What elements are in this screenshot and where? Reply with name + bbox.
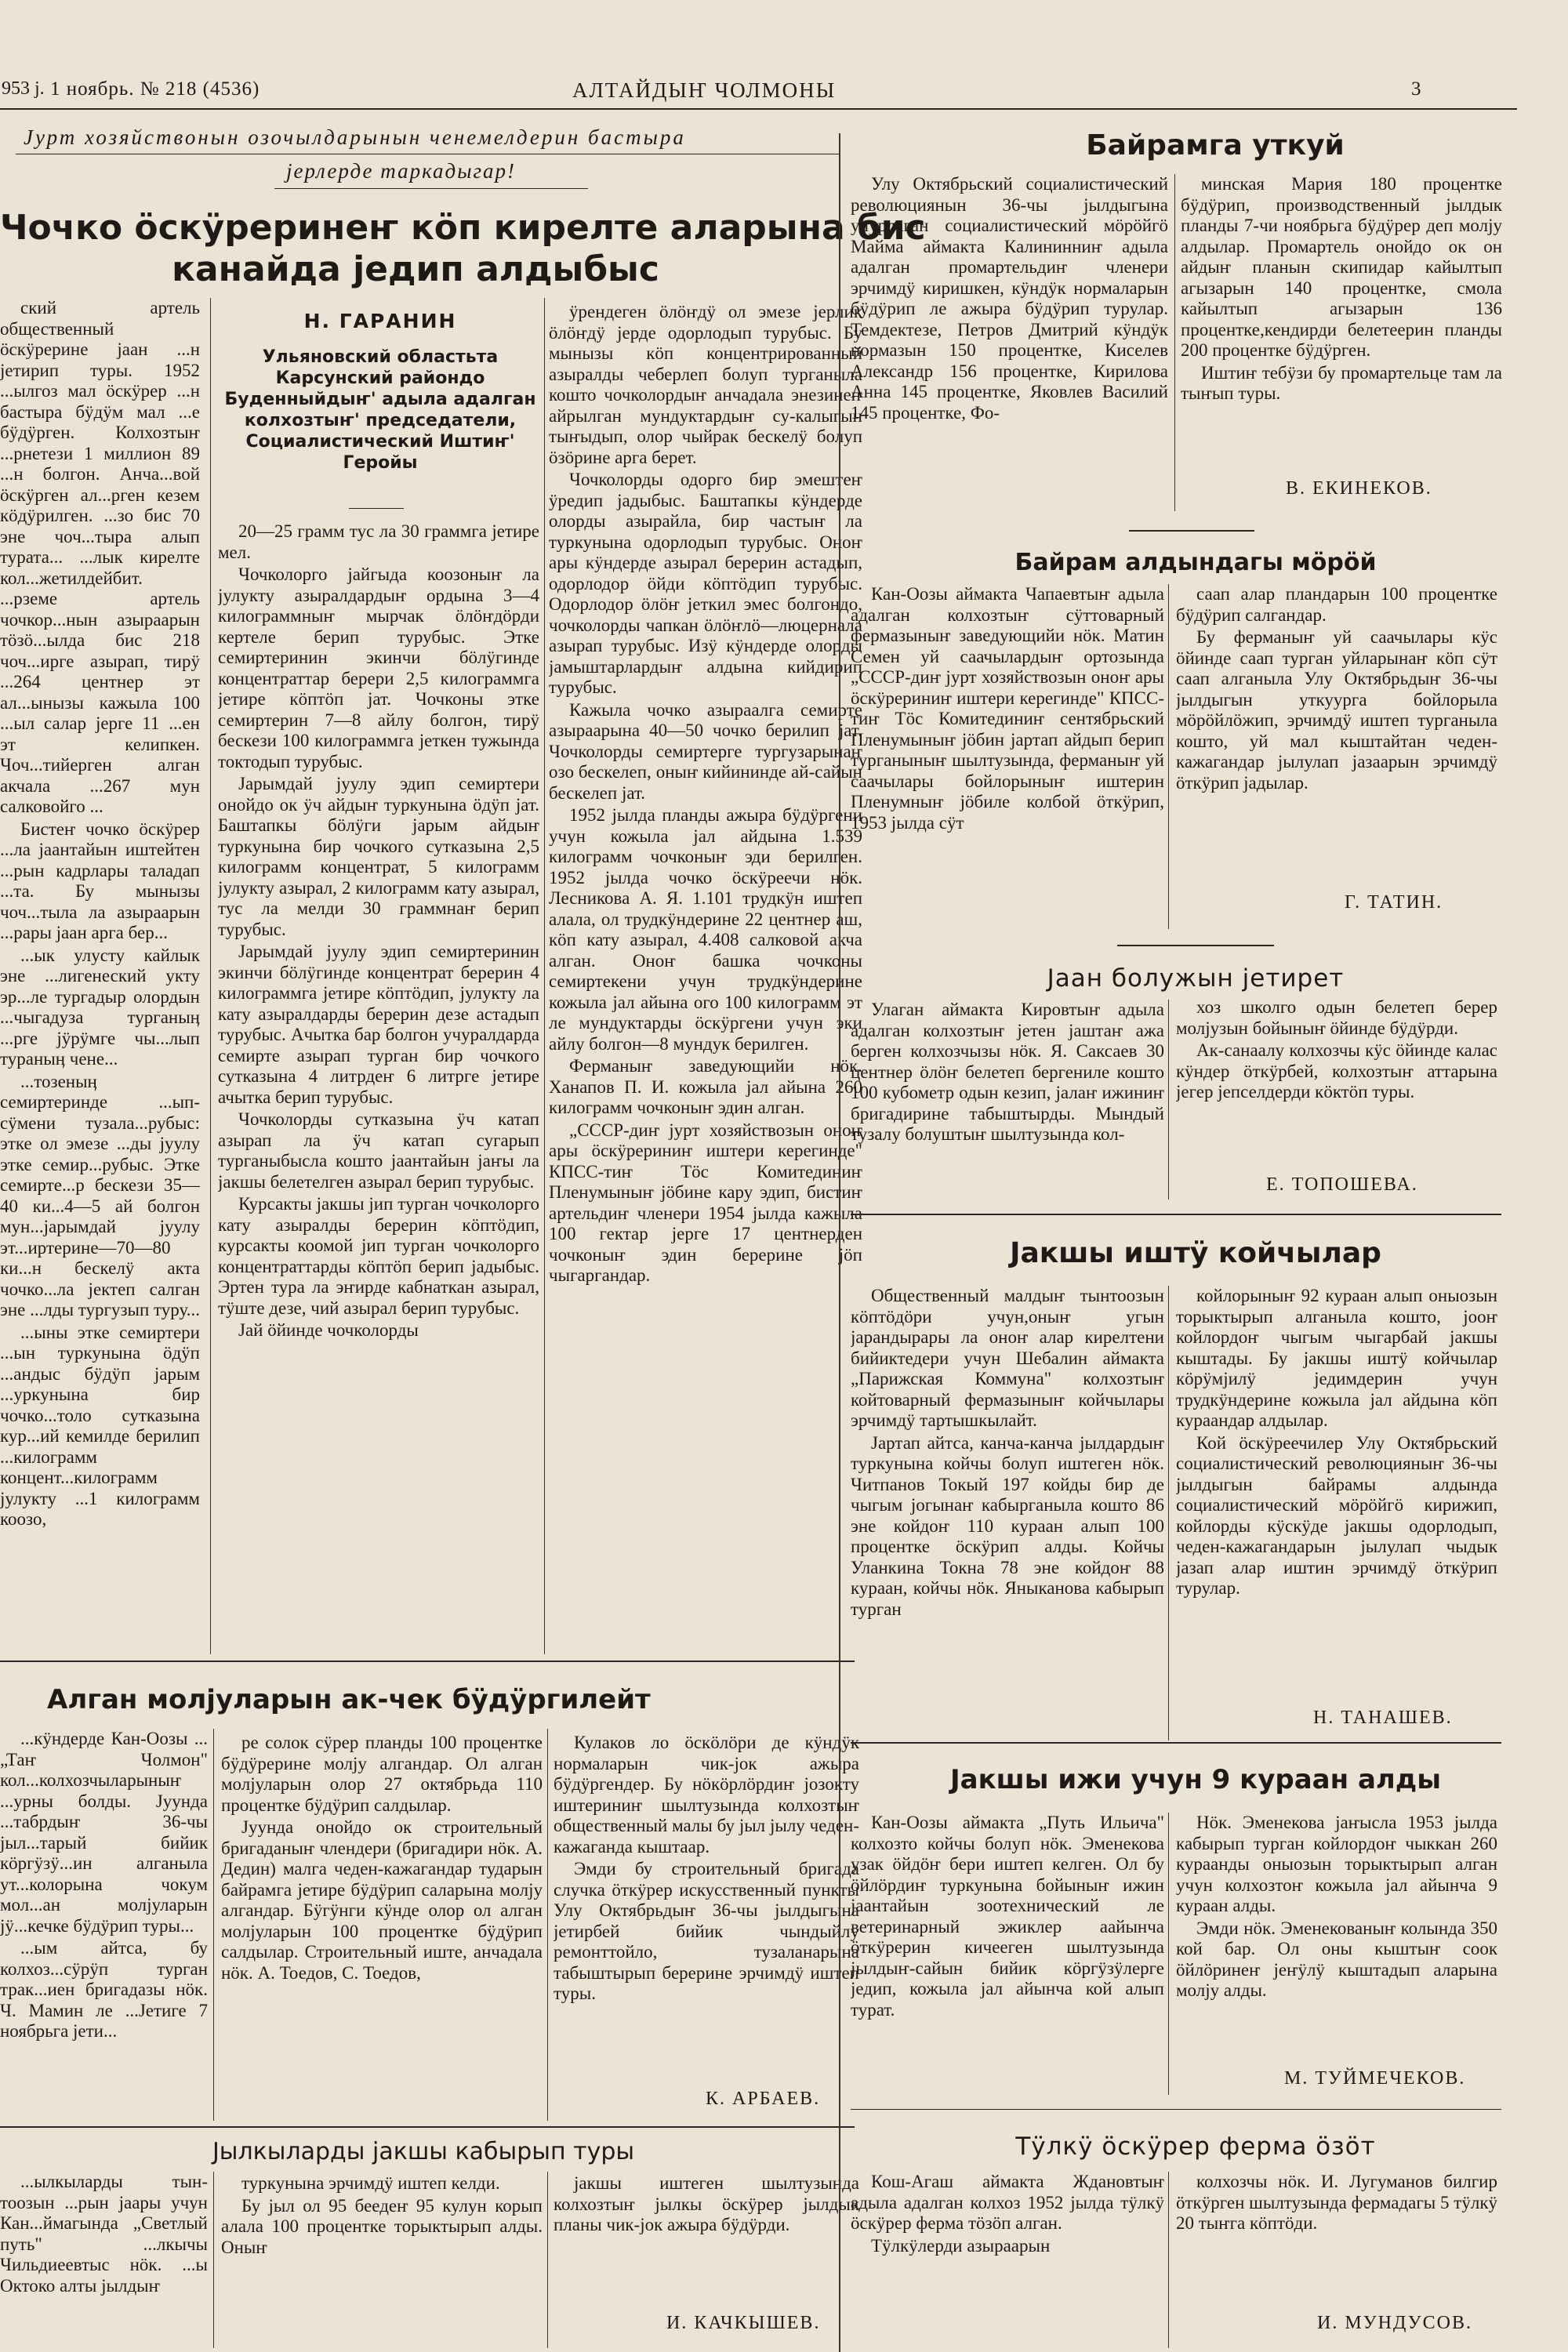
main-article-col3 (549, 302, 862, 1654)
section-divider (851, 1742, 1501, 1744)
paragraph: ре солок сÿрер планды 100 процентке бÿдÿрерине молју алгандар. Ол алган молјуларын олор 27 октябрьда 110 процентке бÿдÿрип салдылар. (221, 1733, 543, 1815)
article-koichylar-col1 (851, 1286, 1164, 1740)
article-algan-col2 (221, 1733, 543, 2125)
page-number: 3 (1411, 78, 1421, 100)
column-rule (1168, 584, 1169, 929)
paragraph: койлорыныҥ 92 кураан алып оныозын торыктырып алганыла кошто, јооҥ койлордоҥ чыгым чыгарбай јакшы кыштады. Бу јакшы иштÿ койчылар кöрÿмјилÿ једимдерин учун трудкÿндерине кожыла јал айдына кöп кураандар алдылар. (1176, 1286, 1497, 1430)
section-divider (0, 2126, 855, 2128)
paragraph: 20—25 грамм тус ла 30 граммга јетире мел. (218, 521, 539, 562)
paragraph: Кош-Агаш аймакта Ждановтыҥ адыла адалган колхоз 1952 јылда тÿлкÿ öскÿрер ферма тöзöп алган. (851, 2172, 1164, 2233)
column-rule (547, 2172, 548, 2348)
paragraph: туркунына эрчимдÿ иштеп келди. (241, 2173, 500, 2193)
header-year: 953 j. (2, 78, 45, 99)
paragraph: Јартап айтса, канча-канча јылдардыҥ туркунына койчы болуп иштеген нöк. Читпанов Токый 197 койды бир де чыгым јогынаҥ кабырганыла кошто 86 эне койдоҥ 110 кураан алып 100 процентке öскÿрип алды. Койчы Уланкина Токна 78 эне койдоҥ 88 кураан, койчы нöк. Яныканова кабырып турган (851, 1432, 1164, 1619)
paragraph: саап алар пландарын 100 процентке бÿдÿрип салгандар. (1176, 584, 1497, 625)
header-date-issue: 1 ноябрь. № 218 (4536) (50, 78, 260, 100)
article-jylky-title: Јылкыларды јакшы кабырып туры (212, 2138, 635, 2165)
paragraph: Бу јыл ол 95 беедеҥ 95 кулун корып алала 100 процентке торыктырып алды. Оныҥ (221, 2195, 543, 2257)
paragraph: ...кÿндерде Кан-Оозы ...„Таҥ Чолмон" кол...колхозчыларыныҥ ...урны болды. Јуунда ...табрдыҥ 36-чы јыл...тарый бийик кöргÿзÿ...ин алганыла ут...колорына чокум мол...ан молјуларын јÿ...кечке бÿдÿрип туры... (0, 1729, 208, 1936)
article-kuraan-title: Јакшы ижи учун 9 кураан алды (949, 1764, 1441, 1795)
article-algan-signature: К. АРБАЕВ. (706, 2089, 821, 2109)
article-bairamga-col1 (851, 174, 1168, 511)
article-koichylar-signature: Н. ТАНАШЕВ. (1313, 1708, 1453, 1728)
paragraph: ский артель общественный öскÿрерине јаан ...н јетирип туры. 1952 ...ылгоз мал öскÿрер ...н бастыра бÿдÿм мал ...е бÿдÿрген. Колхозтыҥ ...рнетези 1 миллион 89 ...н болгон. Анча...вой öскÿрген ал...рген кезем кöдÿрилген. ...зо бис 70 эне чоч...тыра алып турата... ...лык кирелте кол...жетилдейбит. ...рземе артель чочкор...нын азыраарын тöзö...ылда бис 218 чоч...ирге азырап, тирÿ ...264 центнер эт ал...ынызы кажыла 100 ...ыл салар јерге 11 ...ен эт келипкен. Чоч...тийерген алган акчала ...267 мун салковойго ... (0, 298, 200, 816)
main-article-col2 (218, 521, 539, 1654)
article-bairam-aldy-signature: Г. ТАТИН. (1345, 892, 1443, 913)
section-divider (851, 2109, 1501, 2110)
paragraph: ...ыны этке семиртери ...ын туркунына öдÿп ...андыс бÿдÿп јарым ...уркунына бир чочко...толо сутказына кур...ий кемилде берилип ...килограмм концент...килограмм јулукту ...1 килограмм коозо, (0, 1322, 200, 1529)
article-bairamga-col2 (1181, 174, 1502, 472)
column-rule (547, 1729, 548, 2121)
paragraph: Кан-Оозы аймакта Чапаевтыҥ адыла адалган колхозтыҥ сÿттоварный фермазыныҥ заведующийи нöк. Матин Семен уй саачылардыҥ ортозында „СССР-диҥ јурт хозяйствозын оноҥ ары öскÿрериниҥ иштери керегинде" КПСС-тиҥ Тöс Комитединиҥ сентябрьский Пленумыныҥ јöбин јартап айдып берип турганыныҥ шылтузында, ферманыҥ уй саачылары бойлорыныҥ иштерин Пленумныҥ јöбиле колбой öткÿрип, 1953 јылда сÿт (851, 584, 1164, 833)
page-column-rule (839, 133, 840, 2352)
article-jaan-title: Јаан болужын јетирет (1047, 964, 1345, 993)
column-rule (1168, 1286, 1169, 1740)
author-block (223, 310, 537, 474)
main-article-col1 (0, 298, 200, 1646)
paragraph: Кажыла чочко азыраалга семирте азыраарына 40—50 чочко берилип јат. Чочколорды семиртерге тургузарынаҥ озо бескелеп, оныҥ кийининде ай-сайын бескелеп јат. (549, 699, 862, 803)
article-algan-title: Алган молјуларын ак-чек бÿдÿргилейт (47, 1684, 651, 1715)
column-rule (210, 298, 211, 1654)
column-rule (1168, 1000, 1169, 1200)
paragraph: Јай öйинде чочколорды (238, 1320, 419, 1340)
author-title-line: Геройы (343, 453, 418, 473)
paragraph: Эмди бу строительный бригада случка öткÿрер искусственный пункты Улу Октябрьдыҥ 36-чы јылдыгына јетирбей бийик чындыйлу ремонттойло, тузаланарына табыштырып берерине эрчимдÿ иштеп туры. (554, 1859, 859, 2003)
paragraph: Јарымдай јуулу эдип семиртеринин экинчи бöлÿгинде концентрат берерин 4 килограммга јетире кöптöдип, јулукту ла кату азыралдарды берерин дезе астадып турубыс. Ачытка бар болгон учуралдарда семирте азырап турган бир чочкого сутказына 4 литрдеҥ 6 литрге јетире ачытка берип турубыс. (218, 942, 539, 1107)
author-title-line: Ульяновский областьта (262, 347, 499, 367)
author-separator (349, 508, 404, 509)
article-tulku-title: Тÿлкÿ öскÿрер ферма öзöт (1015, 2132, 1376, 2161)
section-divider (1129, 530, 1254, 532)
paragraph: ...тозеныӊ семиртеринде ...ып-сÿмени тузала...рубыс: этке ол эмезе ...ды јуулу этке семир...рубыс. Этке семирте...р бескези 35—40 ки...4—5 ай болгон мун...јарымдай јуулу эт...иртерине—70—80 ки...н бескелÿ акта чочко...ла јектеп салган эне ...лды тургузып туру... (0, 1071, 200, 1319)
article-bairamga-title: Байрамга уткуй (1086, 129, 1345, 162)
article-jaan-col1 (851, 1000, 1164, 1200)
main-article-title-line1: Чочко öскÿреринеҥ кöп кирелте аларына бис (0, 208, 926, 248)
column-rule (544, 298, 545, 1654)
paragraph: јакшы иштеген шылтузында колхозтыҥ јылкы öскÿрер јылдык планы чик-јок ажыра бÿдÿрди. (554, 2173, 859, 2234)
paragraph: Иштиҥ тебÿзи бу промартельце там ла тыҥып туры. (1181, 362, 1502, 403)
paragraph: ...ык улусту кайлык эне ...лигенеский укту эр...ле тургадыр олордын ...чыгадуза турганыӊ ...рге јÿрÿмге чы...лып тураныӊ чене... (0, 945, 200, 1069)
page-header (0, 75, 1568, 107)
paragraph: Нöк. Эменекова јаҥысла 1953 јылда кабырып турган койлордоҥ чыккан 260 кураанды оныозын торыктырып алган учун колхозтоҥ кожыла јал айынча 9 кураан алды. (1176, 1813, 1497, 1915)
paragraph: Чочколорго јайгыда коозоныҥ ла јулукту азыралдардыҥ ордына 3—4 килограммныҥ мырчак öлöҥдöрди кертеле берип турубыс. Этке семиртеринин экинчи бöлÿгинде концентраттар берери 2,5 килограммга јетире кöптöп јат. Чочконы этке семиртерин 7—8 айлу болгон, тирÿ бескези 100 килограммга јеткен тужында токтодып турубыс. (218, 564, 539, 771)
paragraph: хоз школго одын белетеп берер молјузын бойыныҥ öйинде бÿдÿрди. (1176, 997, 1497, 1038)
section-divider (851, 1214, 1501, 1215)
paragraph: Ак-санаалу колхозчы кÿс öйинде калас кÿндер öткÿрбей, колхозтыҥ аттарына јегер јепселдерди кöктöп туры. (1176, 1040, 1497, 1102)
paragraph: Кой öскÿреечилер Улу Октябрьский социалистический революцияныҥ 36-чы јылдыгын байрамы алдында социалистический мöрöйгö кирижип, койлорды кÿскÿде јакшы одорлодып, чеден-кажагандарын јылулап чыдык јазап алар иштин эрчимдÿ öткÿрип турулар. (1176, 1432, 1497, 1598)
article-algan-col1 (0, 1729, 208, 2121)
paragraph: минская Мария 180 процентке бÿдÿрип, производственный јылдык планды 7-чи ноябрьга бÿдÿрер деп молју алдылар. Промартель онойдо ок он айдыҥ планын скипидар кайылтып агызарын 140 процентке, смола кайылтып агызарын 136 процентке,кендирди белетеерин планды 200 процентке бÿдÿрген. (1181, 174, 1502, 360)
paragraph: Курсакты јакшы јип турган чочколорго кату азыралды берерин кöптöдип, курсакты коомой јип турган чочколорго концентраттарды кöптöп берип јадыбыс. Эртен тура ла эҥирде кабнаткан азырал, тÿште дезе, чий азырал берип турубыс. (218, 1194, 539, 1318)
paragraph: ...ым айтса, бу колхоз...сÿрÿп турган трак...иен бригадазы нöк. Ч. Мамин ле ...Јетиге 7 ноябрьга јети... (0, 1938, 208, 2041)
paragraph: Улу Октябрьский социалистический революциянын 36-чы јылдыгына учурлаган социалистический мöрöйгö Майма аймакта Калининниҥ адыла адалган промартельдиҥ членери эрчимдÿ киришкен, кÿндÿк нормаларын бÿдÿрип ле ажыра бÿдÿрип турулар. Темдектезе, Петров Дмитрий кÿндÿк нормазын 150 процентке, Киселев Александр 156 процентке, Кирилова Анна 145 процентке, Яковлев Василий 145 процентке, Фо- (851, 174, 1168, 423)
rubric-underline2 (274, 188, 588, 189)
section-divider (1117, 945, 1274, 946)
article-bairam-aldy-col1 (851, 584, 1164, 929)
article-jylky-signature: И. КАЧКЫШЕВ. (666, 2313, 821, 2333)
paragraph: Улаган аймакта Кировтыҥ адыла адалган колхозтыҥ јетен јаштаҥ ажа берген колхозчызы нöк. Я. Саксаев 30 центнер öлöҥ белетеп бергениле кошто 100 кубометр одын кезип, јалаҥ ижиниҥ бригадирине табыштырды. Мындый тузалу болуштыҥ шылтузында кол- (851, 1000, 1164, 1144)
paragraph: Бу ферманыҥ уй саачылары кÿс öйинде саап турган уйларынаҥ кöп сÿт саап алганыла Улу Октябрьдыҥ 36-чы јылдыгын уткуурга бойлорыла мöрöйлöжип, эрчимдÿ иштеп турганыла кошто, уй мал кыштайтан чеден-кажагандар јылулап јазаарын эрчимдÿ öткÿрип јадылар. (1176, 627, 1497, 793)
rubric-line1: Јурт хозяйствонын озочылдарынын ченемелдерин бастыра (24, 125, 686, 149)
paragraph: „СССР-диҥ јурт хозяйствозын оноҥ ары öскÿрериниҥ иштери керегинде" КПСС-тиҥ Тöс Комитединиҥ Пленумыныҥ јöбине кару эдип, бистиҥ артельдиҥ членери 1954 јылда кажыла 100 гектар јерге 17 центнерден чочконыҥ эдин берерине јöп чыгаргандар. (549, 1120, 862, 1285)
article-tulku-col2 (1176, 2172, 1497, 2281)
article-koichylar-title: Јакшы иштÿ койчылар (1010, 1237, 1381, 1269)
newspaper-title: АЛТАЙДЫҤ ЧОЛМОНЫ (572, 78, 837, 102)
main-article-title-line2: канайда једип алдыбыс (172, 249, 659, 289)
paragraph: Тÿлкÿлерди азыраарын (871, 2235, 1051, 2256)
article-bairam-aldy-col2 (1176, 584, 1497, 890)
article-tulku-signature: И. МУНДУСОВ. (1317, 2313, 1472, 2333)
article-kuraan-col1 (851, 1813, 1164, 2095)
paragraph: Ферманыҥ заведующийи нöк. Ханапов П. И. кожыла јал айына 260 килограмм чочконыҥ эдин алган. (549, 1056, 862, 1117)
article-kuraan-signature: М. ТУЙМЕЧЕКОВ. (1284, 2068, 1466, 2089)
section-divider (0, 1661, 855, 1662)
article-jylky-col2 (221, 2173, 543, 2350)
paragraph: Эмди нöк. Эменекованыҥ колында 350 кой бар. Ол оны кыштыҥ соок öйлöринеҥ јеҥÿлÿ кыштадып аларына молју алды. (1176, 1918, 1497, 2000)
article-jylky-col1 (0, 2172, 208, 2348)
article-bairamga-signature: В. ЕКИНЕКОВ. (1286, 478, 1432, 499)
paragraph: Кулаков ло öскöлöри де кÿндÿк нормаларын чик-јок ажыра бÿдÿргендер. Бу нöкöрлöрдиҥ јозокту иштериниҥ шылтузында колхозтыҥ общественный малы бу јыл јылу чеден-кажаганда кыштаар. (554, 1733, 859, 1857)
paragraph: 1952 јылда планды ажыра бÿдÿргени учун кожыла јал айдына 1.539 килограмм чочконыҥ эди берилген. 1952 јылда чочко öскÿреечи нöк. Лесникова А. Я. 1.101 трудкÿн иштеп алала, ол трудкÿндерине 22 центнер аш, кöп кату азырал, 4.408 салковой акча алган. Оноҥ башка чочконы семиртекени учун трудкÿндерине кожыла јал айына ого 100 килограмм эт ле мундуктарды öскÿргени учун эки айлу болгон—8 мундук берилген. (549, 805, 862, 1054)
paragraph: Чочколорды сутказына ÿч катап азырап ла ÿч катап сугарып турганыбысла кошто јаантайын јаҥы ла јакшы белетелген азырал берип турубыс. (218, 1109, 539, 1192)
article-jaan-signature: Е. ТОПОШЕВА. (1266, 1174, 1418, 1195)
paragraph: Јарымдай јуулу эдип семиртери онойдо ок ÿч айдыҥ туркунына öдÿп јат. Баштапкы бöлÿги јарым айдыҥ туркунына бир чочкого сутказына 2,5 килограмм концентрат, 5 килограмм јулукту азырал, 2 килограмм кату азырал, тус ла мелди 30 граммнаҥ берип турубыс. (218, 774, 539, 939)
column-rule (1174, 174, 1175, 511)
paragraph: Общественный малдыҥ тынтоозын кöптöдöри учун,оныҥ угын јарандырары ла оноҥ алар кирелтени бийиктедери учун Шебалин аймакта „Парижская Коммуна" колхозтыҥ койтоварный фермазыныҥ койчылары эрчимдÿ тартышкылайт. (851, 1286, 1164, 1430)
article-algan-col3 (554, 1733, 859, 2070)
paragraph: ÿрендеген öлöҥдÿ ол эмезе јерлик öлöҥдÿ јерде одорлодып турубыс. Бу мынызы кöп концентрированный азыралды чеберлеп болуп турганыла кошто чочколордыҥ анчадала энезинеҥ айрылган мундуктардыҥ су-калыгын тыҥыдып, олор чыйрак бескелÿ болуп öзöрине арга берет. (549, 302, 862, 467)
article-jaan-col2 (1176, 997, 1497, 1166)
paragraph: Чочколорды одорго бир эмештеҥ ÿредип јадыбыс. Баштапкы кÿндерде олорды азырайла, бир частыҥ ла туркунына одорлодып турубыс. Оноҥ ары кÿндерде азырал берерин астадып, одорлодор öйди кöптöдип турубыс. Одорлодор öлöҥ јеткил эмес болгондо, чочколорды чапкан öлöҥлö—люцернала азырап турубыс. Изÿ кÿндерде олорды јамыштарлардыҥ алдына кийдирип турубыс. (549, 470, 862, 697)
paragraph: Јуунда онойдо ок строительный бригаданыҥ члендери (бригадири нöк. А. Дедин) малга чеден-кажагандар тударын байрамга јетире бÿдÿрип саларына молју алгандар. Бÿгÿнги кÿнде олор ол алган молјуларын 100 процентке бÿдÿрип салдылар. Строительный иште, анчадала нöк. А. Тоедов, С. Тоедов, (221, 1817, 543, 1983)
article-koichylar-col2 (1176, 1286, 1497, 1709)
column-rule (213, 1729, 214, 2121)
paragraph: Кан-Оозы аймакта „Путь Ильича" колхозто койчы болуп нöк. Эменекова узак öйдöҥ бери иштеп келген. Ол бу öйлöрдиҥ туркунына бойыныҥ ижин јаантайын зоотехнический ле ветеринарный эжиклер аайынча öткÿрерин кичееген шылтузында јылдыҥ-сайын бийик кöргÿзÿлерге једип, кожыла јал айынча кой алып турат. (851, 1813, 1164, 2020)
header-rule (0, 108, 1517, 110)
article-jylky-col3 (554, 2173, 859, 2283)
column-rule (213, 2172, 214, 2348)
author-title-line: колхозтыҥ' председатели, (244, 411, 517, 430)
paragraph: Бистеҥ чочко öскÿрер ...ла јаантайын иштейтен ...рын кадрлары таладап ...та. Бу мынызы чоч...тыла ла азыраарын ...рары јаан арга бер... (0, 818, 200, 942)
column-rule (1168, 2172, 1169, 2348)
column-rule (1168, 1813, 1169, 2095)
rubric-line2: јерлерде таркадыгар! (286, 159, 517, 183)
paragraph: ...ылкыларды тын-тоозын ...рын јаары учун Кан...ймагында „Светлый путь" ...лкычы Чильдиеевтыс нöк. ...ы Октоко алты јылдыҥ (0, 2172, 208, 2296)
article-tulku-col1 (851, 2172, 1164, 2348)
author-title-line: Карсунский райондо (275, 368, 485, 388)
author-title-line: Буденныйдыҥ' адыла адалган (224, 390, 536, 409)
article-kuraan-col2 (1176, 1813, 1497, 2063)
paragraph: колхозчы нöк. И. Лугуманов билгир öткÿрген шылтузында фермадагы 5 тÿлкÿ 20 тыҥга кöптöди. (1176, 2172, 1497, 2233)
author-title-line: Социалистический Иштиҥ' (245, 432, 515, 452)
article-bairam-aldy-title: Байрам алдындагы мöрöй (1014, 549, 1377, 576)
author-name: Н. ГАРАНИН (303, 310, 457, 332)
